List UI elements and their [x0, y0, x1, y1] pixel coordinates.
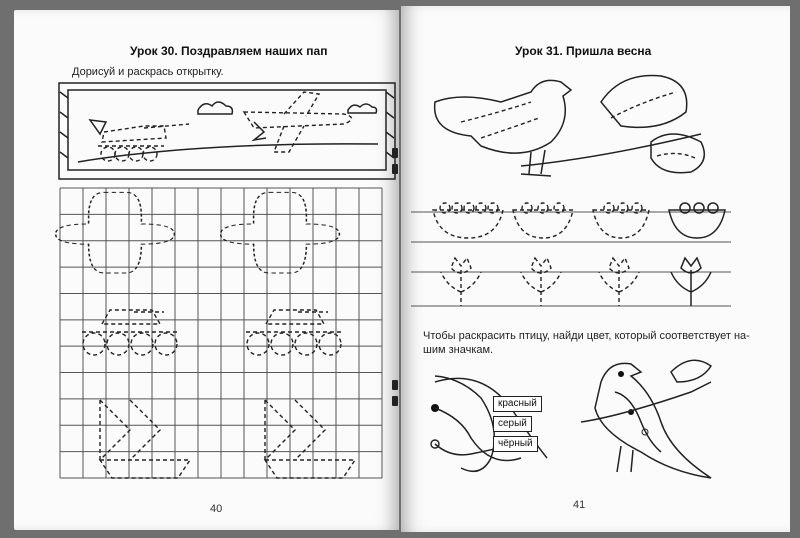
left-page-instruction: Дорисуй и раскрась открытку.	[72, 66, 224, 78]
flower-icon	[671, 258, 711, 306]
right-page-title: Урок 31. Пришла весна	[515, 44, 652, 58]
tank-icon	[84, 102, 194, 162]
flower-row	[411, 256, 741, 312]
right-page	[401, 6, 790, 532]
binding-ring	[392, 396, 398, 406]
color-label-black: чёрный	[493, 436, 538, 452]
color-label-gray: серый	[493, 416, 532, 432]
color-label-red: красный	[493, 396, 542, 412]
binding-ring	[392, 380, 398, 390]
left-page-number: 40	[210, 503, 223, 515]
binding-ring	[392, 164, 398, 174]
nest-icon	[669, 203, 725, 238]
left-page-title: Урок 30. Поздравляем наших пап	[130, 44, 328, 58]
maze-lines	[421, 368, 561, 488]
right-page-instruction-line1: Чтобы раскрасить птицу, найди цвет, который соответствует на-	[423, 330, 750, 342]
airplane-icon	[234, 92, 364, 162]
nest-row	[411, 200, 741, 250]
right-page-number: 41	[573, 499, 586, 511]
right-page-instruction-line2: шим значкам.	[423, 344, 494, 356]
bird-icon	[421, 62, 711, 192]
left-page	[14, 10, 399, 530]
coloring-bird-icon	[561, 352, 731, 492]
binding-ring	[392, 148, 398, 158]
tracing-grid	[60, 188, 382, 478]
